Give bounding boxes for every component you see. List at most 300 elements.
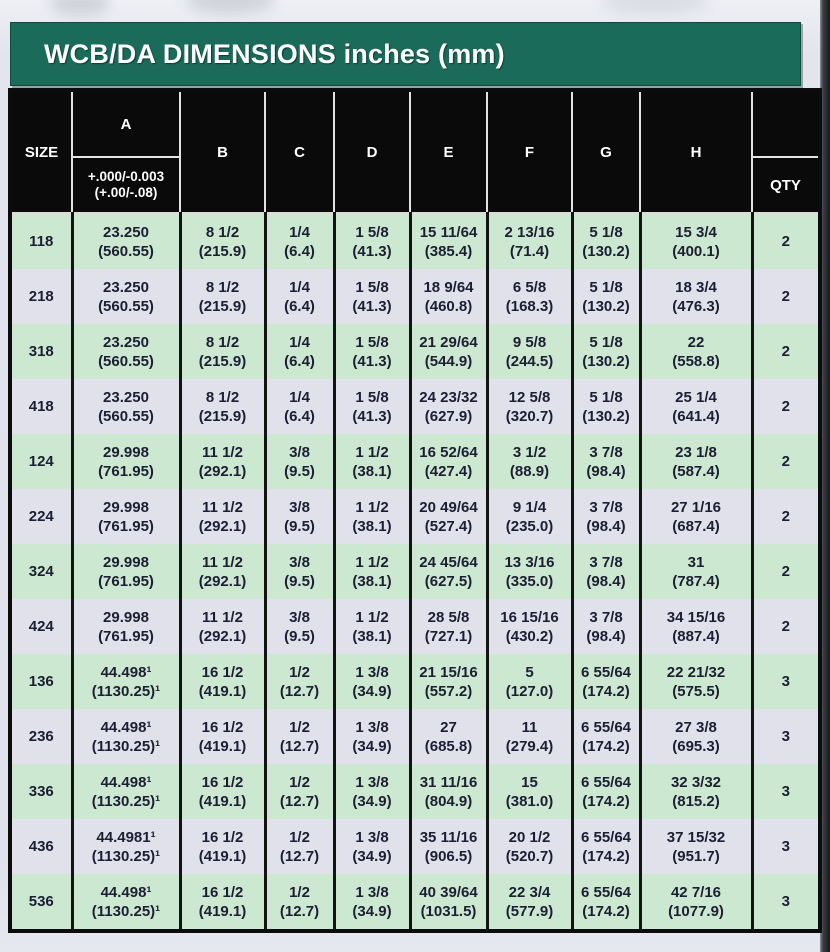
value-inches: 1/2 xyxy=(289,828,310,846)
table-row xyxy=(12,213,818,269)
dim-cell xyxy=(265,434,334,489)
value-mm: (292.1) xyxy=(198,517,247,535)
value-mm: (292.1) xyxy=(198,572,247,590)
value-mm: (685.8) xyxy=(424,737,473,755)
dim-cell xyxy=(410,709,487,764)
dim-cell xyxy=(72,434,180,489)
value-inches: 3 7/8 xyxy=(589,443,623,461)
value-mm: (641.4) xyxy=(672,407,720,425)
dim-cell xyxy=(72,544,180,599)
value-mm: (520.7) xyxy=(505,847,554,865)
dim-cell xyxy=(180,434,265,489)
value-mm: (1130.25)¹ xyxy=(91,902,161,920)
value-inches: 23.250 xyxy=(103,388,149,406)
dim-cell xyxy=(180,709,265,764)
value-mm: (34.9) xyxy=(352,902,392,920)
value-inches: 15 xyxy=(521,773,538,791)
value-mm: (12.7) xyxy=(279,737,320,755)
value-inches: 3 1/2 xyxy=(512,443,547,461)
dim-cell xyxy=(572,269,640,324)
dim-cell xyxy=(640,544,752,599)
value-inches: 29.998 xyxy=(103,608,149,626)
dim-cell xyxy=(572,379,640,434)
dim-cell xyxy=(410,434,487,489)
value-mm: (575.5) xyxy=(672,682,720,700)
value-inches: 23.250 xyxy=(103,333,149,351)
dim-cell xyxy=(72,379,180,434)
value-mm: (460.8) xyxy=(424,297,473,315)
dim-cell xyxy=(410,874,487,929)
value-inches: 29.998 xyxy=(103,498,149,516)
value-inches: 22 3/4 xyxy=(508,883,551,901)
value-inches: 1 3/8 xyxy=(355,828,389,846)
value-mm: (560.55) xyxy=(98,242,154,260)
qty-cell: 2 xyxy=(752,324,818,379)
header-dim-b: B xyxy=(180,92,265,213)
value-mm: (761.95) xyxy=(98,517,154,535)
a-tolerance-line2: (+.00/-.08) xyxy=(94,185,158,200)
dim-cell xyxy=(265,819,334,874)
value-mm: (12.7) xyxy=(279,847,320,865)
dim-cell xyxy=(72,324,180,379)
dim-cell xyxy=(72,874,180,929)
value-inches: 35 11/16 xyxy=(419,828,478,846)
value-inches: 18 3/4 xyxy=(675,278,717,296)
value-inches: 1/4 xyxy=(289,388,310,406)
value-mm: (687.4) xyxy=(672,517,720,535)
value-inches: 1 3/8 xyxy=(355,883,389,901)
value-mm: (174.2) xyxy=(582,737,630,755)
value-mm: (385.4) xyxy=(424,242,473,260)
value-inches: 5 1/8 xyxy=(589,223,623,241)
value-inches: 44.498¹ xyxy=(100,883,152,901)
value-mm: (9.5) xyxy=(284,572,315,590)
dim-cell xyxy=(72,213,180,269)
value-inches: 11 1/2 xyxy=(202,498,243,516)
dim-cell xyxy=(410,819,487,874)
value-inches: 24 23/32 xyxy=(419,388,478,406)
dim-cell xyxy=(487,489,572,544)
value-mm: (804.9) xyxy=(424,792,473,810)
value-mm: (815.2) xyxy=(672,792,720,810)
value-mm: (1130.25)¹ xyxy=(91,847,161,865)
size-cell: 424 xyxy=(12,599,72,654)
header-size: SIZE xyxy=(12,92,72,213)
value-inches: 20 49/64 xyxy=(419,498,478,516)
dim-cell xyxy=(334,654,410,709)
value-mm: (174.2) xyxy=(582,792,630,810)
value-inches: 11 xyxy=(521,718,538,736)
value-mm: (41.3) xyxy=(352,297,392,315)
value-inches: 3/8 xyxy=(289,443,310,461)
table-row xyxy=(12,269,818,324)
value-mm: (292.1) xyxy=(198,462,247,480)
value-mm: (727.1) xyxy=(424,627,473,645)
header-dim-f: F xyxy=(487,92,572,213)
size-cell: 536 xyxy=(12,874,72,929)
header-dim-g: G xyxy=(572,92,640,213)
value-inches: 1 1/2 xyxy=(355,443,389,461)
table-row xyxy=(12,434,818,489)
background-photo-fragment xyxy=(600,0,710,14)
header-a-tolerance xyxy=(72,157,180,213)
dim-cell xyxy=(640,819,752,874)
value-mm: (1031.5) xyxy=(420,902,477,920)
dim-cell xyxy=(180,819,265,874)
value-inches: 3 7/8 xyxy=(589,608,623,626)
dim-cell xyxy=(265,599,334,654)
value-mm: (174.2) xyxy=(582,847,630,865)
value-inches: 31 11/16 xyxy=(419,773,478,791)
value-inches: 1 1/2 xyxy=(355,498,389,516)
page-title: WCB/DA DIMENSIONS inches (mm) xyxy=(44,38,505,69)
dim-cell xyxy=(640,874,752,929)
value-inches: 6 5/8 xyxy=(512,278,547,296)
value-inches: 44.498¹ xyxy=(100,663,152,681)
dim-cell xyxy=(334,764,410,819)
value-mm: (174.2) xyxy=(582,902,630,920)
value-inches: 1 1/2 xyxy=(355,553,389,571)
value-inches: 1/2 xyxy=(289,663,310,681)
value-inches: 16 52/64 xyxy=(419,443,478,461)
size-cell: 324 xyxy=(12,544,72,599)
a-tolerance-line1: +.000/-0.003 xyxy=(87,169,165,184)
value-inches: 5 xyxy=(525,663,534,681)
table-row xyxy=(12,544,818,599)
value-inches: 1 3/8 xyxy=(355,718,389,736)
value-mm: (587.4) xyxy=(672,462,720,480)
dim-cell xyxy=(334,544,410,599)
dim-cell xyxy=(180,874,265,929)
value-inches: 1/2 xyxy=(289,718,310,736)
value-mm: (761.95) xyxy=(98,462,154,480)
value-mm: (557.2) xyxy=(424,682,473,700)
qty-cell: 2 xyxy=(752,213,818,269)
dim-cell xyxy=(72,764,180,819)
value-inches: 23 1/8 xyxy=(675,443,717,461)
table-row xyxy=(12,654,818,709)
value-mm: (6.4) xyxy=(284,407,315,425)
title-bar xyxy=(10,22,801,86)
value-inches: 16 15/16 xyxy=(500,608,559,626)
value-inches: 1 5/8 xyxy=(355,333,389,351)
dim-cell xyxy=(487,819,572,874)
dimensions-table xyxy=(12,92,818,929)
dim-cell xyxy=(487,324,572,379)
value-mm: (12.7) xyxy=(279,902,320,920)
background-photo-fragment xyxy=(185,0,275,14)
value-mm: (560.55) xyxy=(98,352,154,370)
value-inches: 24 45/64 xyxy=(419,553,478,571)
value-inches: 2 13/16 xyxy=(504,223,555,241)
value-inches: 1/4 xyxy=(289,278,310,296)
size-cell: 336 xyxy=(12,764,72,819)
value-inches: 29.998 xyxy=(103,443,149,461)
value-mm: (1077.9) xyxy=(668,902,724,920)
table-header xyxy=(12,92,818,213)
dim-cell xyxy=(487,599,572,654)
value-inches: 1/4 xyxy=(289,333,310,351)
value-inches: 5 1/8 xyxy=(589,388,623,406)
value-mm: (419.1) xyxy=(198,682,247,700)
dim-cell xyxy=(180,489,265,544)
size-cell: 118 xyxy=(12,213,72,269)
value-mm: (627.5) xyxy=(424,572,473,590)
value-inches: 8 1/2 xyxy=(205,223,240,241)
dim-cell xyxy=(265,544,334,599)
dim-cell xyxy=(410,269,487,324)
value-inches: 31 xyxy=(687,553,705,571)
value-mm: (71.4) xyxy=(509,242,550,260)
value-mm: (381.0) xyxy=(505,792,554,810)
dim-cell xyxy=(640,324,752,379)
dim-cell xyxy=(640,269,752,324)
value-mm: (41.3) xyxy=(352,242,392,260)
dim-cell xyxy=(72,269,180,324)
dim-cell xyxy=(180,269,265,324)
value-mm: (6.4) xyxy=(284,242,315,260)
dim-cell xyxy=(410,213,487,269)
header-qty-spacer xyxy=(752,92,818,157)
value-inches: 25 1/4 xyxy=(675,388,717,406)
dim-cell xyxy=(180,599,265,654)
dim-cell xyxy=(180,213,265,269)
value-inches: 15 11/64 xyxy=(419,223,478,241)
dim-cell xyxy=(640,379,752,434)
dim-cell xyxy=(572,213,640,269)
dim-cell xyxy=(410,654,487,709)
value-inches: 1 1/2 xyxy=(355,608,389,626)
value-inches: 6 55/64 xyxy=(580,883,632,901)
value-inches: 27 1/16 xyxy=(670,498,722,516)
value-mm: (1130.25)¹ xyxy=(91,682,161,700)
table-body xyxy=(12,213,818,929)
dim-cell xyxy=(410,544,487,599)
dim-cell xyxy=(265,709,334,764)
value-inches: 28 5/8 xyxy=(427,608,470,626)
dim-cell xyxy=(334,213,410,269)
qty-cell: 2 xyxy=(752,489,818,544)
value-inches: 11 1/2 xyxy=(202,608,243,626)
value-mm: (279.4) xyxy=(505,737,554,755)
dimensions-table-container xyxy=(8,88,822,933)
value-inches: 3 7/8 xyxy=(589,498,623,516)
value-inches: 40 39/64 xyxy=(419,883,478,901)
value-inches: 20 1/2 xyxy=(508,828,551,846)
value-mm: (12.7) xyxy=(279,792,320,810)
value-inches: 1 5/8 xyxy=(355,223,389,241)
value-inches: 3 7/8 xyxy=(589,553,623,571)
table-row xyxy=(12,324,818,379)
value-mm: (761.95) xyxy=(98,627,154,645)
value-mm: (235.0) xyxy=(505,517,554,535)
dim-cell xyxy=(572,599,640,654)
size-cell: 318 xyxy=(12,324,72,379)
value-mm: (38.1) xyxy=(352,462,392,480)
value-inches: 16 1/2 xyxy=(201,718,244,736)
dim-cell xyxy=(487,269,572,324)
value-inches: 6 55/64 xyxy=(580,718,632,736)
value-inches: 18 9/64 xyxy=(423,278,474,296)
value-inches: 6 55/64 xyxy=(580,663,632,681)
value-mm: (560.55) xyxy=(98,407,154,425)
value-mm: (419.1) xyxy=(198,902,247,920)
value-mm: (577.9) xyxy=(505,902,554,920)
value-mm: (427.4) xyxy=(424,462,473,480)
dim-cell xyxy=(180,379,265,434)
value-inches: 44.498¹ xyxy=(100,773,152,791)
dim-cell xyxy=(487,709,572,764)
value-mm: (41.3) xyxy=(352,407,392,425)
header-qty: QTY xyxy=(752,157,818,213)
table-row xyxy=(12,709,818,764)
qty-cell: 2 xyxy=(752,434,818,489)
qty-cell: 2 xyxy=(752,269,818,324)
value-mm: (38.1) xyxy=(352,627,392,645)
dim-cell xyxy=(265,764,334,819)
dim-cell xyxy=(572,709,640,764)
dim-cell xyxy=(334,379,410,434)
value-mm: (419.1) xyxy=(198,792,247,810)
dim-cell xyxy=(640,434,752,489)
value-mm: (215.9) xyxy=(198,407,247,425)
value-inches: 42 7/16 xyxy=(670,883,722,901)
value-mm: (98.4) xyxy=(586,572,626,590)
value-inches: 1 5/8 xyxy=(355,388,389,406)
dim-cell xyxy=(72,819,180,874)
size-cell: 124 xyxy=(12,434,72,489)
dim-cell xyxy=(572,819,640,874)
qty-cell: 3 xyxy=(752,819,818,874)
value-mm: (6.4) xyxy=(284,352,315,370)
value-mm: (527.4) xyxy=(424,517,473,535)
value-mm: (215.9) xyxy=(198,242,247,260)
value-inches: 27 xyxy=(440,718,457,736)
table-row xyxy=(12,379,818,434)
value-inches: 11 1/2 xyxy=(202,443,243,461)
value-mm: (430.2) xyxy=(505,627,554,645)
size-cell: 418 xyxy=(12,379,72,434)
table-row xyxy=(12,489,818,544)
table-row xyxy=(12,874,818,929)
qty-cell: 3 xyxy=(752,764,818,819)
qty-cell: 2 xyxy=(752,544,818,599)
value-inches: 16 1/2 xyxy=(201,883,244,901)
dim-cell xyxy=(334,434,410,489)
qty-cell: 2 xyxy=(752,599,818,654)
qty-cell: 3 xyxy=(752,654,818,709)
value-mm: (98.4) xyxy=(586,462,626,480)
value-inches: 12 5/8 xyxy=(508,388,551,406)
value-inches: 3/8 xyxy=(289,608,310,626)
dim-cell xyxy=(334,324,410,379)
value-mm: (98.4) xyxy=(586,517,626,535)
size-cell: 236 xyxy=(12,709,72,764)
value-mm: (38.1) xyxy=(352,517,392,535)
value-inches: 3/8 xyxy=(289,553,310,571)
value-inches: 11 1/2 xyxy=(202,553,243,571)
value-mm: (130.2) xyxy=(582,242,630,260)
dim-cell xyxy=(265,324,334,379)
value-mm: (12.7) xyxy=(279,682,320,700)
value-mm: (627.9) xyxy=(424,407,473,425)
dim-cell xyxy=(487,379,572,434)
value-mm: (38.1) xyxy=(352,572,392,590)
value-mm: (168.3) xyxy=(505,297,554,315)
dim-cell xyxy=(487,874,572,929)
value-inches: 44.4981¹ xyxy=(96,828,156,846)
dim-cell xyxy=(265,269,334,324)
value-mm: (88.9) xyxy=(509,462,550,480)
dim-cell xyxy=(180,654,265,709)
dim-cell xyxy=(265,213,334,269)
value-inches: 16 1/2 xyxy=(201,663,244,681)
value-mm: (476.3) xyxy=(672,297,720,315)
value-inches: 16 1/2 xyxy=(201,828,244,846)
dim-cell xyxy=(334,874,410,929)
value-mm: (34.9) xyxy=(352,682,392,700)
value-mm: (130.2) xyxy=(582,297,630,315)
value-mm: (244.5) xyxy=(505,352,554,370)
qty-cell: 2 xyxy=(752,379,818,434)
dim-cell xyxy=(487,544,572,599)
dim-cell xyxy=(180,764,265,819)
qty-cell: 3 xyxy=(752,874,818,929)
value-inches: 9 1/4 xyxy=(512,498,547,516)
value-inches: 6 55/64 xyxy=(580,828,632,846)
value-inches: 5 1/8 xyxy=(589,333,623,351)
value-inches: 1/4 xyxy=(289,223,310,241)
value-inches: 8 1/2 xyxy=(205,333,240,351)
dim-cell xyxy=(72,599,180,654)
value-inches: 15 3/4 xyxy=(675,223,717,241)
dim-cell xyxy=(572,324,640,379)
value-inches: 3/8 xyxy=(289,498,310,516)
value-inches: 21 29/64 xyxy=(419,333,478,351)
value-mm: (906.5) xyxy=(424,847,473,865)
dim-cell xyxy=(72,709,180,764)
value-inches: 22 21/32 xyxy=(666,663,726,681)
dim-cell xyxy=(265,654,334,709)
dim-cell xyxy=(265,379,334,434)
value-inches: 13 3/16 xyxy=(504,553,555,571)
dim-cell xyxy=(265,489,334,544)
background-photo-fragment xyxy=(50,0,110,16)
value-inches: 29.998 xyxy=(103,553,149,571)
value-inches: 8 1/2 xyxy=(205,388,240,406)
dim-cell xyxy=(572,764,640,819)
value-mm: (335.0) xyxy=(505,572,554,590)
value-inches: 1 5/8 xyxy=(355,278,389,296)
value-mm: (215.9) xyxy=(198,297,247,315)
value-inches: 22 xyxy=(687,333,705,351)
value-mm: (419.1) xyxy=(198,737,247,755)
value-inches: 1/2 xyxy=(289,773,310,791)
dim-cell xyxy=(72,654,180,709)
dim-cell xyxy=(640,764,752,819)
qty-cell: 3 xyxy=(752,709,818,764)
header-dim-h: H xyxy=(640,92,752,213)
table-row xyxy=(12,764,818,819)
dim-cell xyxy=(640,599,752,654)
dim-cell xyxy=(334,599,410,654)
dim-cell xyxy=(410,489,487,544)
dim-cell xyxy=(410,324,487,379)
table-row xyxy=(12,599,818,654)
value-inches: 1 3/8 xyxy=(355,773,389,791)
value-mm: (34.9) xyxy=(352,792,392,810)
value-inches: 5 1/8 xyxy=(589,278,623,296)
